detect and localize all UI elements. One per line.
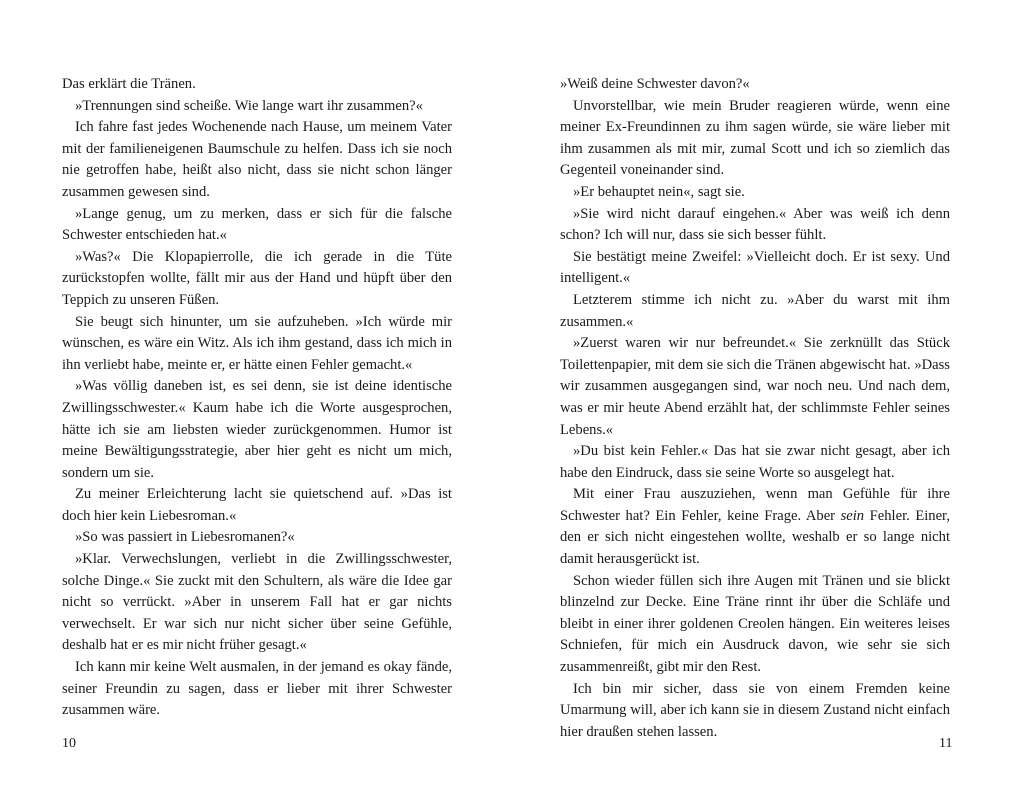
paragraph: Unvorstellbar, wie mein Bruder reagieren würde, wenn eine meiner Ex-Freundinnen zu ihm sagen würde, sie wäre lieber mit ihm zusammen als mit mir, zumal Scott und ich so ziemlich das Gegenteil voneinander sind. — [560, 97, 950, 179]
paragraph: Das erklärt die Tränen. — [62, 76, 196, 92]
paragraph: Letzterem stimme ich nicht zu. »Aber du warst mit ihm zusammen.« — [560, 291, 950, 330]
emphasized-word: sein — [840, 507, 865, 524]
page-number-left: 10 — [62, 736, 76, 751]
paragraph: Zu meiner Erleichterung lacht sie quietschend auf. »Das ist doch hier kein Liebesroman.« — [62, 486, 452, 524]
paragraph: »Weiß deine Schwester davon?« — [560, 76, 750, 92]
paragraph: »Was völlig daneben ist, es sei denn, sie ist deine identische Zwillingsschwester.« Kaum habe ich die Worte ausgesprochen, hätte ich sie am liebsten wieder zurückgenommen. Humor ist meine Bewältigungsstrategie, aber hier geht es nicht um mich, sondern um sie. — [62, 378, 452, 481]
paragraph: »Er behauptet nein«, sagt sie. — [573, 183, 745, 200]
paragraph: »So was passiert in Liebesromanen?« — [75, 529, 295, 546]
page-number-right: 11 — [939, 736, 953, 751]
paragraph: Sie beugt sich hinunter, um sie aufzuheben. »Ich würde mir wünschen, es wäre ein Witz. Als ich ihm gestand, dass ich mich in ihn verliebt habe, meinte er, er hätte einen Fehler gemacht.« — [62, 313, 452, 373]
right-page-text — [560, 74, 950, 743]
paragraph: Sie bestätigt meine Zweifel: »Vielleicht doch. Er ist sexy. Und intelligent.« — [560, 248, 950, 287]
left-page-text — [62, 74, 452, 722]
paragraph: Schon wieder füllen sich ihre Augen mit Tränen und sie blickt blinzelnd zur Decke. Eine Träne rinnt ihr über die Schläfe und bleibt in einer ihrer goldenen Creolen hängen. Ein weiteres leises Schniefen, für mich ein Ausdruck davon, wie sehr sie sich zusammenreißt, gibt mir den Rest. — [560, 572, 950, 676]
paragraph — [560, 484, 950, 570]
paragraph-text: Mit einer Frau auszuziehen, wenn man Gefühle für ihre Schwester hat? Ein Fehler, keine Frage. Aber — [560, 486, 950, 524]
paragraph: Ich fahre fast jedes Wochenende nach Hause, um meinem Vater mit der familieneigenen Baumschule zu helfen. Dass ich sie noch nie getroffen habe, heißt also nicht, dass sie nicht schon länger zusammen gewesen sind. — [62, 119, 452, 200]
paragraph: Ich bin mir sicher, dass sie von einem Fremden keine Umarmung will, aber ich kann sie in diesem Zustand nicht einfach hier draußen stehen lassen. — [560, 680, 950, 740]
paragraph: Ich kann mir keine Welt ausmalen, in der jemand es okay fände, seiner Freundin zu sagen, dass er lieber mit ihrer Schwester zusammen wäre. — [62, 659, 452, 719]
paragraph-text: Fehler. Einer, den er sich nicht eingestehen wollte, weshalb er so lange nicht damit herausgerückt ist. — [560, 507, 950, 568]
paragraph: »Was?« Die Klopapierrolle, die ich gerade in die Tüte zurückstopfen wollte, fällt mir aus der Hand und hüpft über den Teppich zu unseren Füßen. — [62, 248, 452, 308]
paragraph: »Zuerst waren wir nur befreundet.« Sie zerknüllt das Stück Toilettenpapier, mit dem sie sich die Tränen abgewischt hat. »Dass wir zusammen ausgegangen sind, war noch neu. Und nach dem, was er mir heute Abend erzählt hat, der schlimmste Fehler seines Lebens.« — [560, 335, 950, 438]
paragraph: »Trennungen sind scheiße. Wie lange wart ihr zusammen?« — [75, 97, 423, 114]
paragraph: »Du bist kein Fehler.« Das hat sie zwar nicht gesagt, aber ich habe den Eindruck, dass sie seine Worte so ausgelegt hat. — [560, 443, 950, 481]
paragraph: »Lange genug, um zu merken, dass er sich für die falsche Schwester entschieden hat.« — [62, 205, 452, 244]
paragraph: »Klar. Verwechslungen, verliebt in die Zwillingsschwester, solche Dinge.« Sie zuckt mit den Schultern, als wäre die Idee gar nicht so verrückt. »Aber in unserem Fall hat er gar nichts verwechselt. Er war sich nur nicht sicher über seine Gefühle, deshalb hat er es mir nicht früher gesagt.« — [62, 551, 452, 654]
paragraph: »Sie wird nicht darauf eingehen.« Aber was weiß ich denn schon? Ich will nur, dass sie sich besser fühlt. — [560, 205, 950, 244]
